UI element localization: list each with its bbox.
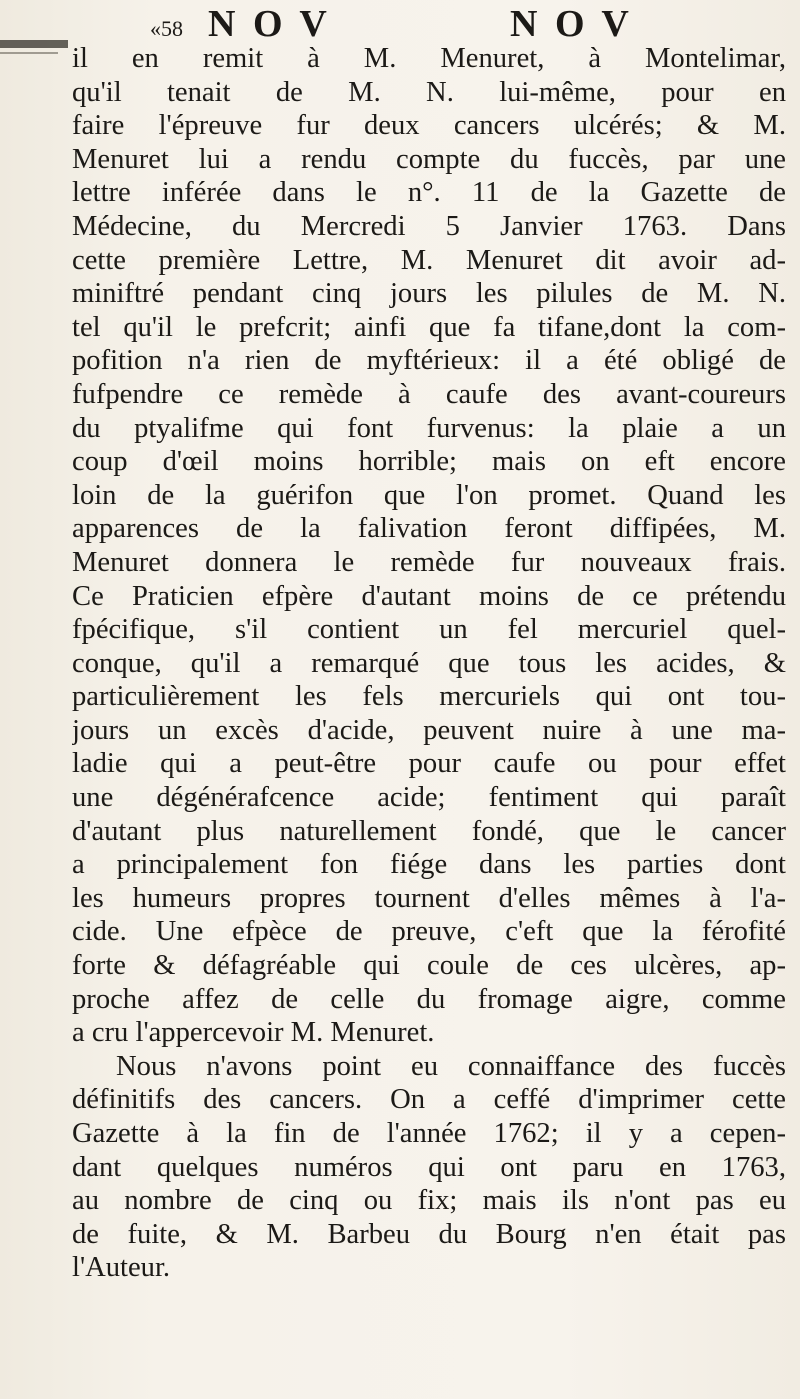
text-line: conque, qu'il a remarqué que tous les acides, & xyxy=(72,647,786,679)
text-line: loin de la guérifon que l'on promet. Quand les xyxy=(72,479,786,511)
text-line: apparences de la falivation feront diffipées, M. xyxy=(72,513,786,545)
running-head-left: N O V xyxy=(208,3,331,45)
text-line: Gazette à la fin de l'année 1762; il y a cepen- xyxy=(72,1118,786,1149)
text-line: Ce Praticien efpère d'autant moins de ce prétendu xyxy=(72,580,786,612)
text-line: fufpendre ce remède à caufe des avant-coureurs xyxy=(72,378,786,410)
text-line: Médecine, du Mercredi 5 Janvier 1763. Dans xyxy=(72,210,786,242)
running-head-right: N O V xyxy=(510,3,633,45)
text-line: une dégénérafcence acide; fentiment qui paraît xyxy=(72,782,786,814)
text-line: coup d'œil moins horrible; mais on eft encore xyxy=(72,446,786,478)
text-line: d'autant plus naturellement fondé, que le cancer xyxy=(72,815,786,847)
text-line: forte & défagréable qui coule de ces ulcères, ap- xyxy=(72,950,786,982)
page-edge-mark xyxy=(0,40,68,48)
running-header xyxy=(150,2,710,45)
page-body xyxy=(72,42,786,1285)
text-line: faire l'épreuve fur deux cancers ulcérés; & M. xyxy=(72,110,786,142)
text-line: lettre inférée dans le n°. 11 de la Gazette de xyxy=(72,177,786,209)
text-line: pofition n'a rien de myftérieux: il a été obligé de xyxy=(72,345,786,377)
text-line: qu'il tenait de M. N. lui-même, pour en xyxy=(72,76,786,108)
text-line: Menuret lui a rendu compte du fuccès, par une xyxy=(72,143,786,175)
text-line: il en remit à M. Menuret, à Montelimar, xyxy=(72,43,786,74)
text-line: proche affez de celle du fromage aigre, comme xyxy=(72,983,786,1015)
text-line: de fuite, & M. Barbeu du Bourg n'en était pas xyxy=(72,1218,786,1250)
text-line: a principalement fon fiége dans les parties dont xyxy=(72,849,786,881)
text-line: définitifs des cancers. On a ceffé d'imprimer cette xyxy=(72,1084,786,1116)
text-line: tel qu'il le prefcrit; ainfi que fa tifane,dont la com- xyxy=(72,311,786,343)
text-line: fpécifique, s'il contient un fel mercuriel quel- xyxy=(72,614,786,646)
page-number: «58 xyxy=(150,16,183,41)
text-line: particulièrement les fels mercuriels qui ont tou- xyxy=(72,681,786,713)
text-line: a cru l'appercevoir M. Menuret. xyxy=(72,1017,435,1049)
text-line: Nous n'avons point eu connaiffance des fuccès xyxy=(116,1050,786,1082)
text-line: Menuret donnera le remède fur nouveaux frais. xyxy=(72,546,786,578)
text-line: jours un excès d'acide, peuvent nuire à une ma- xyxy=(72,714,786,746)
text-line: miniftré pendant cinq jours les pilules de M. N. xyxy=(72,278,786,310)
text-line: cette première Lettre, M. Menuret dit avoir ad- xyxy=(72,244,786,276)
text-line: dant quelques numéros qui ont paru en 1763, xyxy=(72,1151,786,1183)
page-edge-rule xyxy=(0,52,58,54)
text-line: cide. Une efpèce de preuve, c'eft que la férofité xyxy=(72,916,786,948)
text-line: du ptyalifme qui font furvenus: la plaie a un xyxy=(72,412,786,444)
text-line: au nombre de cinq ou fix; mais ils n'ont pas eu xyxy=(72,1185,786,1217)
text-line: les humeurs propres tournent d'elles mêmes à l'a- xyxy=(72,882,786,914)
text-line: l'Auteur. xyxy=(72,1252,171,1284)
text-line: ladie qui a peut-être pour caufe ou pour effet xyxy=(72,748,786,780)
